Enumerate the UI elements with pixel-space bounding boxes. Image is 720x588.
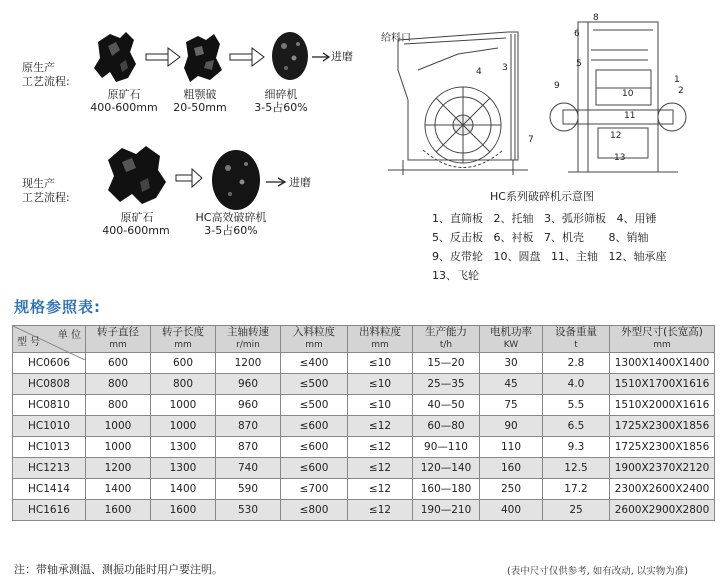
section-title: 规格参照表: [14,298,101,316]
table-cell: 15—20 [413,353,480,374]
current-flow-label: 现生产 工艺流程: [22,177,70,204]
original-stage2-name: 粗颚破 [183,88,217,101]
table-cell: 400 [480,500,543,521]
table-cell: 120—140 [413,458,480,479]
table-cell: ≤12 [348,416,413,437]
current-stage1-name: 原矿石 [120,211,154,224]
table-cell: 110 [480,437,543,458]
svg-text:7: 7 [528,135,534,145]
original-stage3-name: 细碎机 [264,88,298,101]
table-cell: 1510X2000X1616 [610,395,715,416]
table-cell: 1900X2370X2120 [610,458,715,479]
ore-rock-image [108,146,166,204]
table-cell: 600 [86,353,151,374]
svg-text:5: 5 [576,59,582,69]
legend-row: 9、皮带轮 10、圆盘 11、主轴 12、轴承座 [432,250,667,263]
original-flow-end: 进磨 [331,50,353,63]
table-cell: 1000 [86,416,151,437]
table-cell: 190—210 [413,500,480,521]
table-cell: 1000 [151,395,216,416]
table-cell: ≤600 [281,437,348,458]
svg-text:2: 2 [678,86,684,96]
legend-row: 1、直筛板 2、托轴 3、弧形筛板 4、用锤 [432,212,657,225]
table-cell: 250 [480,479,543,500]
model-cell: HC1414 [13,479,86,500]
table-cell: ≤500 [281,395,348,416]
table-cell: 75 [480,395,543,416]
table-cell: 800 [151,374,216,395]
svg-text:4: 4 [476,67,482,77]
table-cell: 960 [216,395,281,416]
table-cell: ≤400 [281,353,348,374]
table-cell: 1000 [86,437,151,458]
legend [432,212,666,283]
table-cell: 800 [86,374,151,395]
original-stage3-size: 3-5占60% [254,101,308,114]
original-flow-graphics [90,28,330,88]
table-cell: 600 [151,353,216,374]
current-flow-graphics [100,142,290,214]
footnote-right: (表中尺寸仅供参考, 如有改动, 以实物为准) [507,566,688,577]
table-cell: ≤12 [348,500,413,521]
table-cell: ≤12 [348,437,413,458]
table-cell: 870 [216,437,281,458]
table-cell: 1725X2300X1856 [610,416,715,437]
table-cell: 30 [480,353,543,374]
table-cell: 40—50 [413,395,480,416]
table-cell: 160 [480,458,543,479]
table-cell: 25 [543,500,610,521]
table-cell: 45 [480,374,543,395]
table-cell: 2300X2600X2400 [610,479,715,500]
model-cell: HC1010 [13,416,86,437]
table-cell: 1300X1400X1400 [610,353,715,374]
table-cell: 1000 [151,416,216,437]
table-cell: 740 [216,458,281,479]
table-row [13,458,715,479]
svg-text:13: 13 [614,153,626,163]
table-cell: 1725X2300X1856 [610,437,715,458]
original-flow-label: 原生产 工艺流程: [22,61,70,88]
svg-text:10: 10 [622,89,634,99]
table-row [13,437,715,458]
table-row [13,479,715,500]
corner-header [13,326,86,353]
table-cell: 870 [216,416,281,437]
table-row [13,416,715,437]
column-header: 转子直径 mm [86,326,151,353]
table-cell: 1300 [151,458,216,479]
column-header: 设备重量 t [543,326,610,353]
corner-model-label: 型 号 [17,337,41,348]
svg-text:6: 6 [574,29,580,39]
table-cell: 1300 [151,437,216,458]
table-cell: 160—180 [413,479,480,500]
column-header: 入料粒度 mm [281,326,348,353]
svg-text:1: 1 [674,75,680,85]
flow-arrow-icon [230,48,264,66]
original-stage2-size: 20-50mm [173,101,227,114]
table-cell: 1510X1700X1616 [610,374,715,395]
current-stage1-size: 400-600mm [102,224,170,237]
model-cell: HC0810 [13,395,86,416]
current-stage2-size: 3-5占60% [204,224,258,237]
table-cell: 2600X2900X2800 [610,500,715,521]
table-row [13,374,715,395]
table-cell: 60—80 [413,416,480,437]
table-cell: 1400 [151,479,216,500]
table-cell: 960 [216,374,281,395]
table-cell: 12.5 [543,458,610,479]
footnote-left: 注：带轴承测温、测振功能时用户要注明。 [14,563,223,576]
original-stage1-name: 原矿石 [107,88,141,101]
coarse-crushed-image [184,34,222,82]
legend-row: 5、反击板 6、衬板 7、机壳 8、销轴 [432,231,649,244]
table-cell: ≤10 [348,353,413,374]
table-cell: 1600 [151,500,216,521]
column-header: 外型尺寸(长宽高) mm [610,326,715,353]
flow-arrow-icon [146,48,180,66]
legend-row: 13、飞轮 [432,269,479,282]
current-stage2-name: HC高效破碎机 [195,211,267,224]
svg-text:9: 9 [554,81,560,91]
table-cell: 17.2 [543,479,610,500]
spec-table [12,325,715,521]
table-cell: 2.8 [543,353,610,374]
flow-arrow-icon [266,178,285,186]
flow-arrow-icon [312,53,329,61]
table-cell: 590 [216,479,281,500]
diagram-caption: HC系列破碎机示意图 [490,190,594,203]
table-cell: 9.3 [543,437,610,458]
table-cell: 4.0 [543,374,610,395]
table-cell: ≤10 [348,395,413,416]
table-cell: 1200 [216,353,281,374]
crusher-schematic [378,10,708,185]
column-header: 电机功率 KW [480,326,543,353]
table-cell: 1400 [86,479,151,500]
table-cell: 530 [216,500,281,521]
svg-text:12: 12 [610,131,622,141]
table-cell: 90 [480,416,543,437]
column-header: 出料粒度 mm [348,326,413,353]
table-cell: 25—35 [413,374,480,395]
table-cell: ≤10 [348,374,413,395]
table-cell: ≤12 [348,458,413,479]
ore-rock-image [94,32,136,82]
feed-port-label: 给料口 [381,33,411,44]
model-cell: HC1013 [13,437,86,458]
table-row [13,500,715,521]
table-cell: 90—110 [413,437,480,458]
svg-text:3: 3 [502,63,508,73]
callout-numbers [476,13,684,163]
table-cell: ≤700 [281,479,348,500]
table-row [13,395,715,416]
column-header: 主轴转速 r/min [216,326,281,353]
svg-text:11: 11 [624,111,636,121]
table-cell: 1600 [86,500,151,521]
table-cell: ≤600 [281,458,348,479]
model-cell: HC1213 [13,458,86,479]
fine-crushed-image [272,32,308,80]
table-cell: ≤500 [281,374,348,395]
table-cell: ≤800 [281,500,348,521]
table-cell: 6.5 [543,416,610,437]
table-row [13,353,715,374]
table-cell: 800 [86,395,151,416]
model-cell: HC0606 [13,353,86,374]
model-cell: HC0808 [13,374,86,395]
table-header-row [13,326,715,353]
table-cell: 1200 [86,458,151,479]
model-cell: HC1616 [13,500,86,521]
table-cell: ≤12 [348,479,413,500]
original-stage1-size: 400-600mm [90,101,158,114]
column-header: 生产能力 t/h [413,326,480,353]
hc-crushed-image [212,150,260,210]
column-header: 转子长度 mm [151,326,216,353]
corner-unit-label: 单 位 [57,330,81,341]
table-cell: ≤600 [281,416,348,437]
flow-arrow-icon [176,169,202,187]
table-cell: 5.5 [543,395,610,416]
svg-text:8: 8 [593,13,599,23]
current-flow-end: 进磨 [289,176,311,189]
